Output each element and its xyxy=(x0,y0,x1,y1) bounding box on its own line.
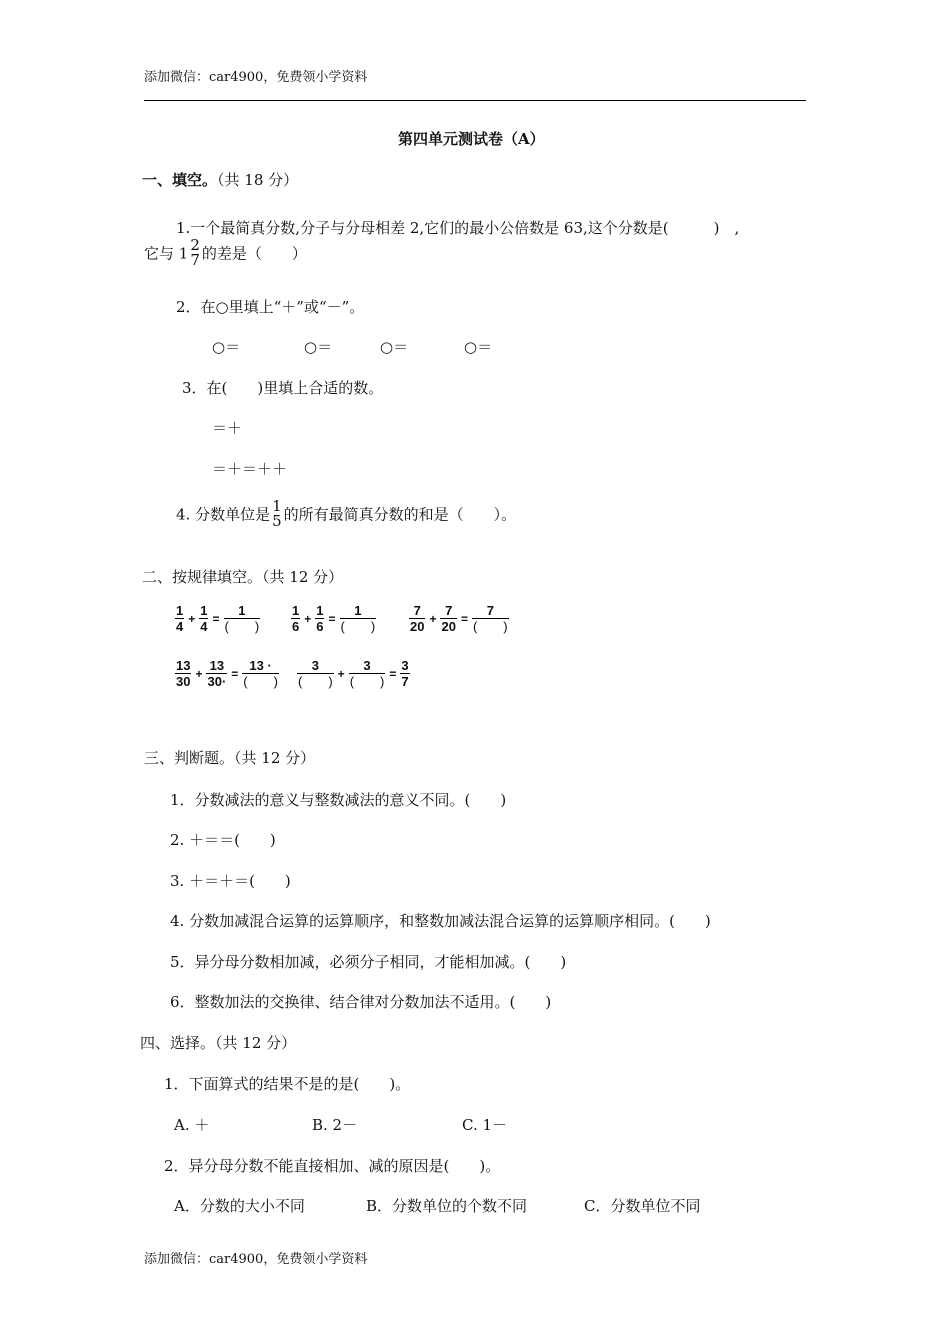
s1-q1-prefix: 它与 1 xyxy=(144,244,189,263)
choice-option: A. ＋ xyxy=(174,1116,210,1134)
frac-num: 1 xyxy=(316,603,324,618)
s1-q3-line1: ＝＋ xyxy=(212,419,243,437)
section1-heading: 一、填空。 xyxy=(142,171,218,189)
frac-den: 20 xyxy=(410,619,425,634)
choice-option: C. 1－ xyxy=(462,1116,508,1134)
frac-num: 13 xyxy=(176,658,191,673)
pattern-frac-result xyxy=(400,659,409,688)
s1-q2-item: ○＝ xyxy=(380,338,409,356)
pattern-item xyxy=(296,659,411,688)
frac-num: 13 xyxy=(209,658,225,673)
s1-q4-frac-num: 1 xyxy=(272,497,282,515)
frac-num: 1 xyxy=(200,603,208,618)
pattern-item xyxy=(408,604,510,633)
s1-q1-line2 xyxy=(144,238,307,268)
judge-item: 3. ＋＝＋＝( ) xyxy=(170,872,291,890)
judge-item: 6．整数加法的交换律、结合律对分数加法不适用。( ) xyxy=(170,993,552,1011)
answer-blank[interactable]: ( ) xyxy=(243,674,278,689)
equals-sign: = xyxy=(389,666,397,681)
frac-num: 13 · xyxy=(249,658,272,673)
section3-heading: 三、判断题。 xyxy=(144,749,235,767)
pattern-frac-result xyxy=(224,604,261,633)
pattern-frac-b xyxy=(440,604,456,633)
equals-sign: = xyxy=(231,666,239,681)
frac-num: 1 xyxy=(176,603,184,618)
frac-num: 3 xyxy=(311,658,319,673)
pattern-frac-a xyxy=(291,604,300,633)
section1-header xyxy=(142,169,298,190)
pattern-frac-b xyxy=(199,604,208,633)
frac-den: 20 xyxy=(441,619,456,634)
pattern-frac-a xyxy=(297,659,334,688)
frac-den: 4 xyxy=(176,619,184,634)
answer-blank[interactable]: ( ) xyxy=(349,674,385,689)
frac-num: 1 xyxy=(354,603,362,618)
header-note: 添加微信：car4900，免费领小学资料 xyxy=(144,70,368,85)
answer-blank[interactable]: ( ) xyxy=(298,674,333,689)
pattern-item xyxy=(174,604,261,633)
page-title: 第四单元测试卷（A） xyxy=(398,130,545,148)
section4-heading: 四、选择。 xyxy=(140,1034,216,1052)
judge-item: 1．分数减法的意义与整数减法的意义不同。( ) xyxy=(170,791,507,809)
section3-header xyxy=(144,747,315,768)
pattern-frac-b xyxy=(315,604,324,633)
answer-blank[interactable]: ( ) xyxy=(340,619,376,634)
frac-num: 7 xyxy=(486,603,494,618)
pattern-item xyxy=(174,659,280,688)
judge-item: 2. ＋＝＝( ) xyxy=(170,831,276,849)
s1-q1-fraction xyxy=(189,238,201,268)
choice-option: B. 2－ xyxy=(312,1116,358,1134)
s1-q1-suffix: 的差是（ ） xyxy=(201,244,307,263)
s1-q4-prefix: 4. 分数单位是 xyxy=(176,505,271,524)
section2-heading: 二、按规律填空。 xyxy=(142,568,263,586)
section4-header xyxy=(140,1032,296,1053)
frac-num: 1 xyxy=(238,603,246,618)
plus-sign: + xyxy=(188,611,196,626)
pattern-frac-result xyxy=(242,659,279,688)
s1-q3-text: 3．在( )里填上合适的数。 xyxy=(182,379,384,397)
frac-num: 7 xyxy=(445,603,453,618)
s1-q2-item: ○＝ xyxy=(212,338,241,356)
choice-option: A．分数的大小不同 xyxy=(174,1197,305,1215)
s1-q4-fraction xyxy=(271,499,283,529)
section3-points: （共 12 分） xyxy=(234,749,316,767)
answer-blank[interactable]: ( ) xyxy=(224,619,260,634)
s1-q2-item: ○＝ xyxy=(304,338,333,356)
plus-sign: + xyxy=(429,611,437,626)
section4-points: （共 12 分） xyxy=(215,1034,297,1052)
frac-den: 30· xyxy=(207,674,227,689)
frac-den: 6 xyxy=(292,619,300,634)
frac-num: 7 xyxy=(413,603,421,618)
section2-points: （共 12 分） xyxy=(262,568,344,586)
pattern-frac-a xyxy=(175,604,184,633)
judge-item: 4. 分数加减混合运算的运算顺序，和整数加减法混合运算的运算顺序相同。( ) xyxy=(170,912,711,930)
pattern-frac-a xyxy=(409,604,425,633)
equals-sign: = xyxy=(328,611,336,626)
s1-q2-item: ○＝ xyxy=(464,338,493,356)
equals-sign: = xyxy=(212,611,220,626)
frac-den: 6 xyxy=(316,619,324,634)
header-divider xyxy=(144,100,806,101)
s1-q4-frac-den: 5 xyxy=(272,512,282,530)
choice-option: B．分数单位的个数不同 xyxy=(366,1197,528,1215)
pattern-frac-b xyxy=(206,659,227,688)
section1-points: （共 18 分） xyxy=(217,171,299,189)
choice-option: C．分数单位不同 xyxy=(584,1197,701,1215)
s1-q4-suffix: 的所有最简真分数的和是（ ）。 xyxy=(283,505,517,524)
pattern-frac-a xyxy=(175,659,191,688)
pattern-frac-result xyxy=(340,604,377,633)
answer-blank[interactable]: ( ) xyxy=(472,619,508,634)
frac-num: 3 xyxy=(363,658,371,673)
frac-num: 3 xyxy=(401,658,409,673)
judge-item: 5．异分母分数相加减，必须分子相同，才能相加减。( ) xyxy=(170,953,567,971)
frac-den: 4 xyxy=(200,619,208,634)
pattern-item xyxy=(290,604,377,633)
plus-sign: + xyxy=(195,666,203,681)
s1-q4 xyxy=(176,499,516,529)
s1-q1-frac-den: 7 xyxy=(190,251,200,269)
s1-q2-text: 2．在○里填上“＋”或“－”。 xyxy=(176,298,365,316)
s1-q1-frac-num: 2 xyxy=(190,236,200,254)
frac-den: 7 xyxy=(401,674,409,689)
s1-q1-line1: 1.一个最简真分数,分子与分母相差 2,它们的最小公倍数是 63,这个分数是( ) , xyxy=(176,219,740,237)
frac-den: 30 xyxy=(176,674,191,689)
section2-header xyxy=(142,566,343,587)
pattern-frac-b xyxy=(349,659,386,688)
pattern-frac-result xyxy=(472,604,509,633)
plus-sign: + xyxy=(304,611,312,626)
choice-q2: 2．异分母分数不能直接相加、减的原因是( )。 xyxy=(164,1157,501,1175)
s1-q3-line2: ＝＋＝＋＋ xyxy=(212,460,288,478)
choice-q1: 1．下面算式的结果不是的是( )。 xyxy=(164,1075,411,1093)
equals-sign: = xyxy=(460,611,468,626)
frac-num: 1 xyxy=(292,603,300,618)
plus-sign: + xyxy=(337,666,345,681)
footer-note: 添加微信：car4900，免费领小学资料 xyxy=(144,1252,368,1267)
